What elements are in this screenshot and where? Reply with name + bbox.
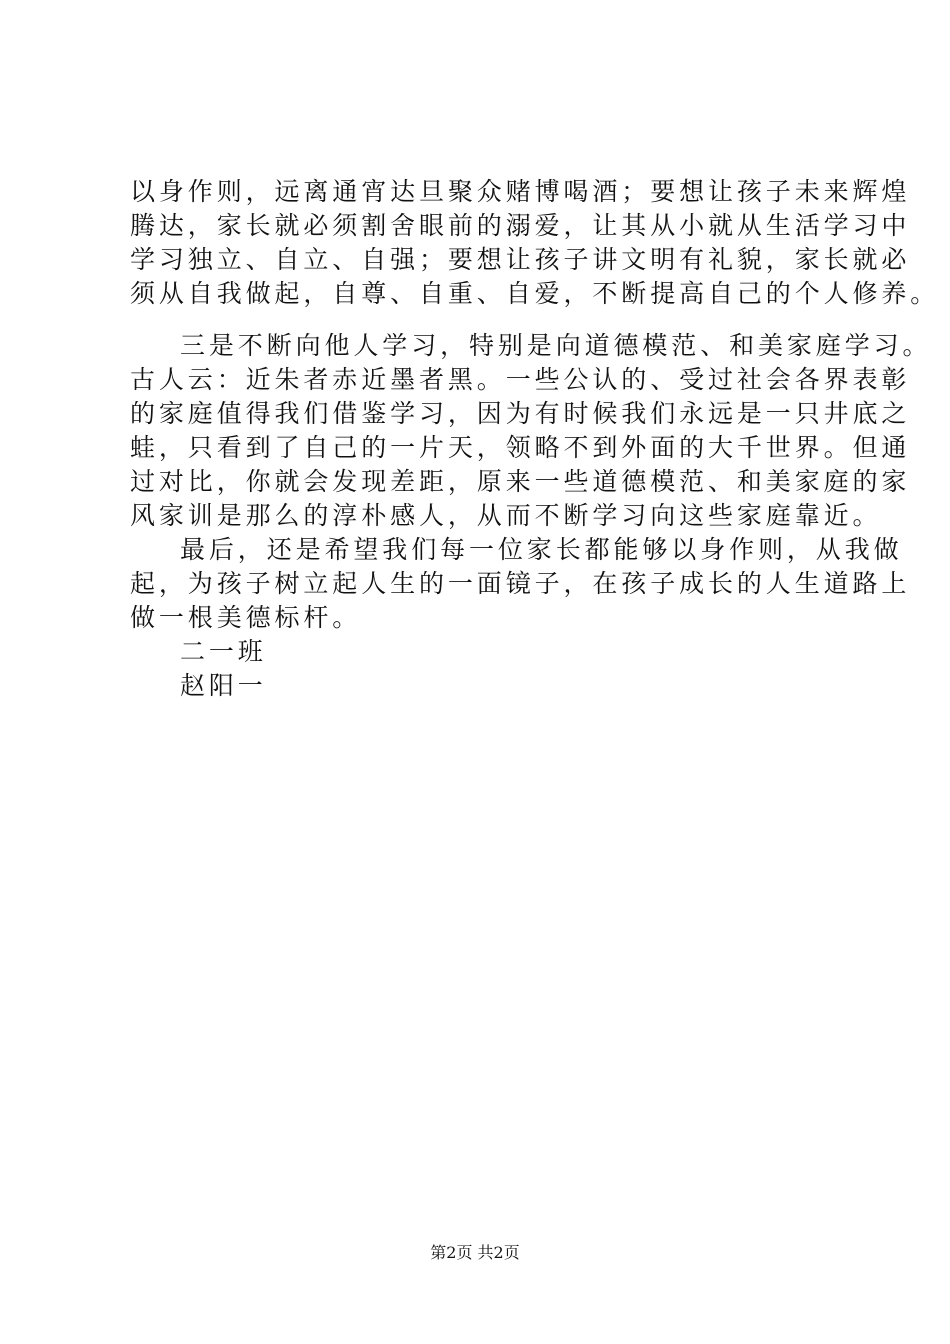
paragraph-2-line-4: 蛙，只看到了自己的一片天，领略不到外面的大千世界。但通 bbox=[130, 433, 911, 462]
paragraph-2-line-5: 过对比，你就会发现差距，原来一些道德模范、和美家庭的家 bbox=[130, 467, 911, 496]
paragraph-2-line-6: 风家训是那么的淳朴感人，从而不断学习向这些家庭靠近。 bbox=[130, 501, 882, 530]
paragraph-3-line-2: 起，为孩子树立起人生的一面镜子，在孩子成长的人生道路上 bbox=[130, 569, 911, 598]
paragraph-2-line-1: 三是不断向他人学习，特别是向道德模范、和美家庭学习。 bbox=[180, 331, 932, 360]
paragraph-1-line-1: 以身作则，远离通宵达旦聚众赌博喝酒；要想让孩子未来辉煌 bbox=[130, 177, 911, 206]
paragraph-1-line-2: 腾达，家长就必须割舍眼前的溺爱，让其从小就从生活学习中 bbox=[130, 211, 911, 240]
paragraph-3-line-3: 做一根美德标杆。 bbox=[130, 603, 362, 632]
signature-class: 二一班 bbox=[180, 637, 267, 666]
paragraph-2-line-3: 的家庭值得我们借鉴学习，因为有时候我们永远是一只井底之 bbox=[130, 399, 911, 428]
paragraph-2-line-2: 古人云：近朱者赤近墨者黑。一些公认的、受过社会各界表彰 bbox=[130, 365, 911, 394]
paragraph-3-line-1: 最后，还是希望我们每一位家长都能够以身作则，从我做 bbox=[180, 535, 903, 564]
paragraph-1-line-4: 须从自我做起，自尊、自重、自爱，不断提高自己的个人修养。 bbox=[130, 279, 940, 308]
paragraph-1-line-3: 学习独立、自立、自强；要想让孩子讲文明有礼貌，家长就必 bbox=[130, 245, 911, 274]
page-number-footer: 第2页 共2页 bbox=[430, 1243, 520, 1262]
signature-author: 赵阳一 bbox=[180, 671, 267, 700]
